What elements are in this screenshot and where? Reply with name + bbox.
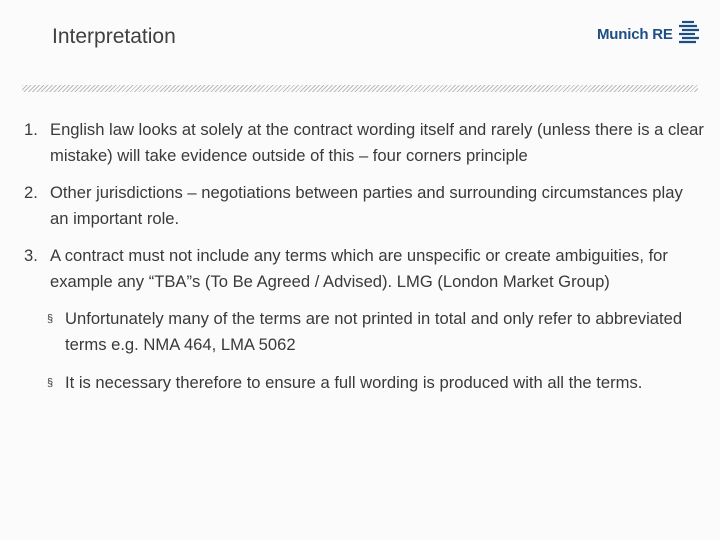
- list-text: Other jurisdictions – negotiations between parties and surrounding circumstances play an important role.: [50, 183, 683, 228]
- list-item: [24, 243, 704, 295]
- munich-re-wave-icon: [677, 20, 701, 46]
- sub-list-text: Unfortunately many of the terms are not printed in total and only refer to abbreviated terms e.g. NMA 464, LMA 5062: [65, 309, 683, 354]
- page-title: Interpretation: [52, 25, 176, 48]
- list-item: [24, 117, 704, 169]
- sub-list-item: [47, 370, 704, 396]
- bullet-icon: §: [47, 377, 54, 389]
- list-number: 3.: [24, 246, 38, 265]
- list-number: 1.: [24, 120, 38, 139]
- header-divider: [22, 85, 698, 92]
- sub-list-item: [47, 306, 704, 358]
- list-item: [24, 180, 704, 232]
- sub-list-text: It is necessary therefore to ensure a full wording is produced with all the terms.: [65, 373, 643, 392]
- munich-re-logo: [597, 22, 701, 46]
- logo-text: Munich RE: [597, 25, 673, 43]
- list-number: 2.: [24, 183, 38, 202]
- list-text: English law looks at solely at the contract wording itself and rarely (unless there is a clear mistake) will take evidence outside of this – four corners principle: [50, 120, 704, 165]
- list-text: A contract must not include any terms which are unspecific or create ambiguities, for example any “TBA”s (To Be Agreed / Advised). LMG (London Market Group): [50, 246, 668, 291]
- bullet-icon: §: [47, 313, 54, 325]
- content-list: [24, 117, 704, 408]
